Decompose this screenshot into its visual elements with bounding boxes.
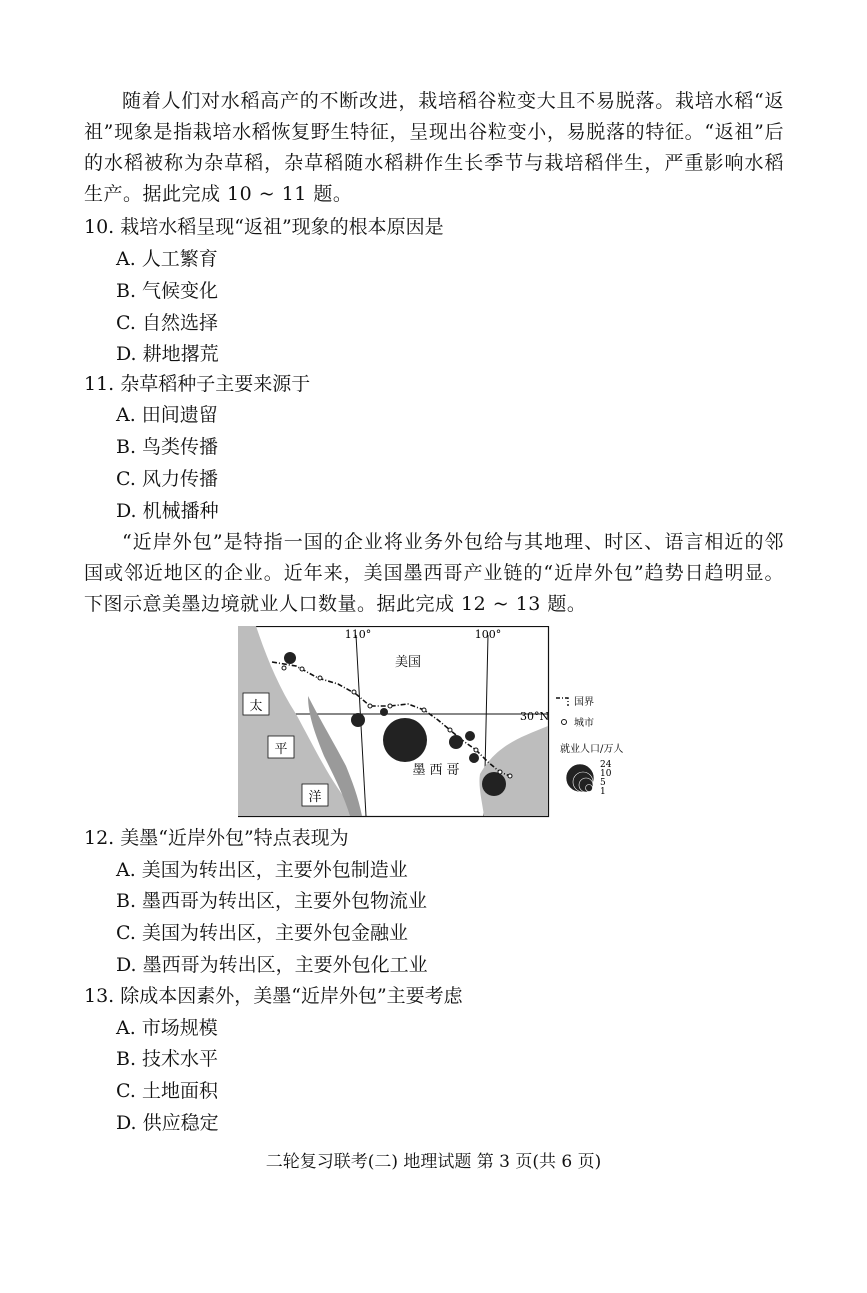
- legend-value-1: 1: [600, 787, 606, 797]
- passage-rice: 随着人们对水稻高产的不断改进，栽培稻谷粒变大且不易脱落。栽培水稻“返祖”现象是指栽培水稻恢复野生特征，呈现出谷粒变小，易脱落的特征。“返祖”后的水稻被称为杂草稻，杂草稻随水稻耕作生长季节与栽培稻伴生，严重影响水稻生产。据此完成 10 ~ 11 题。: [84, 90, 784, 205]
- city-dot-7: [422, 708, 426, 712]
- city-dot-8: [448, 728, 452, 732]
- city-circle-large: [383, 718, 427, 762]
- question-12-stem: 12. 美墨“近岸外包”特点表现为: [84, 827, 349, 849]
- legend-value-24: 24: [600, 760, 612, 770]
- map-legend: [556, 696, 623, 797]
- city-dot-11: [508, 774, 512, 778]
- city-dot-1: [282, 666, 286, 670]
- us-mexico-border-map: [238, 626, 638, 818]
- question-13-option-c: C. 土地面积: [116, 1080, 218, 1102]
- city-dot-6: [388, 704, 392, 708]
- passage-nearshoring: “近岸外包”是特指一国的企业将业务外包给与其地理、时区、语言相近的邻国或邻近地区的企业。近年来，美国墨西哥产业链的“近岸外包”趋势日趋明显。下图示意美墨边境就业人口数量。据此完成 12 ~ 13 题。: [84, 531, 784, 615]
- city-circle-small-4: [465, 731, 475, 741]
- legend-border-label: 国界: [574, 697, 594, 708]
- legend-value-5: 5: [600, 778, 606, 788]
- question-11-option-b: B. 鸟类传播: [116, 436, 219, 458]
- question-11-option-a: A. 田间遗留: [116, 404, 218, 426]
- ocean-char-2: 平: [274, 742, 288, 757]
- question-11-stem: 11. 杂草稻种子主要来源于: [84, 373, 311, 395]
- lon-label-110: 110°: [344, 628, 372, 641]
- question-12-option-c: C. 美国为转出区，主要外包金融业: [116, 922, 408, 944]
- lon-label-100: 100°: [474, 628, 502, 641]
- question-10-option-c: C. 自然选择: [116, 312, 218, 334]
- question-10-option-b: B. 气候变化: [116, 280, 219, 302]
- city-circle-small-2: [284, 652, 296, 664]
- question-12-option-b: B. 墨西哥为转出区，主要外包物流业: [116, 890, 428, 912]
- ocean-char-1: 太: [249, 699, 263, 714]
- country-label-us: 美国: [394, 655, 422, 670]
- city-circle-small-1: [351, 713, 365, 727]
- city-circle-medium: [482, 772, 506, 796]
- question-13-stem: 13. 除成本因素外，美墨“近岸外包”主要考虑: [84, 985, 463, 1007]
- legend-city-symbol: [562, 720, 567, 725]
- question-13-option-a: A. 市场规模: [116, 1017, 218, 1039]
- ocean-char-3: 洋: [308, 790, 322, 805]
- lat-label-30n: 30°N: [520, 710, 550, 723]
- city-dot-5: [368, 704, 372, 708]
- city-circle-small-5: [469, 753, 479, 763]
- legend-border-symbol: [556, 698, 568, 706]
- question-11-option-c: C. 风力传播: [116, 468, 218, 490]
- city-circle-small-6: [380, 708, 388, 716]
- legend-employment-title: 就业人口/万人: [560, 744, 624, 755]
- country-label-mexico: 墨西哥: [412, 763, 464, 778]
- legend-value-10: 10: [600, 769, 612, 779]
- city-circle-small-3: [449, 735, 463, 749]
- city-dot-3: [318, 676, 322, 680]
- legend-city-label: 城市: [574, 718, 594, 729]
- question-10-option-a: A. 人工繁育: [116, 248, 218, 270]
- city-dot-10: [498, 770, 502, 774]
- question-10-option-d: D. 耕地撂荒: [116, 343, 219, 365]
- city-dot-4: [352, 690, 356, 694]
- city-dot-2: [300, 667, 304, 671]
- question-12-option-a: A. 美国为转出区，主要外包制造业: [116, 859, 408, 881]
- question-10-stem: 10. 栽培水稻呈现“返祖”现象的根本原因是: [84, 216, 444, 238]
- page-footer: 二轮复习联考(二) 地理试题 第 3 页(共 6 页): [265, 1152, 602, 1172]
- question-12-option-d: D. 墨西哥为转出区，主要外包化工业: [116, 954, 428, 976]
- question-13-option-d: D. 供应稳定: [116, 1112, 219, 1134]
- legend-circle-1: [586, 785, 593, 792]
- question-11-option-d: D. 机械播种: [116, 500, 219, 522]
- city-dot-9: [474, 748, 478, 752]
- question-13-option-b: B. 技术水平: [116, 1048, 219, 1070]
